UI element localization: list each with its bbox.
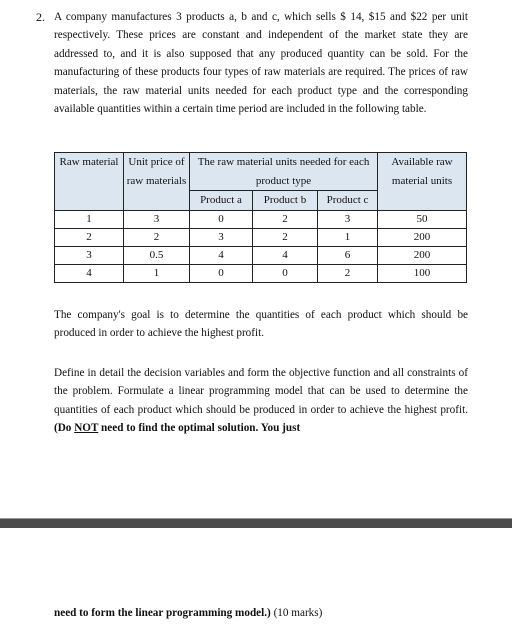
cell-product-c: 3 <box>318 210 378 228</box>
table-row <box>55 264 467 282</box>
page-break-bar <box>0 519 512 528</box>
cell-product-a: 4 <box>190 246 253 264</box>
question-intro: A company manufactures 3 products a, b and c, which sells $ 14, $15 and $22 per unit respectively. These prices are constant and independent of the market state they are addressed to, and it is also supposed that any produced quantity can be sold. For the manufacturing of these products four types of raw materials are required. The prices of raw materials, the raw material units needed for each product type and the corresponding available quantities within a certain time period are included in the following table. <box>54 11 468 116</box>
cell-material: 2 <box>55 228 124 246</box>
continuation-line <box>54 604 322 622</box>
header-unit-price: Unit price of raw materials <box>124 153 190 211</box>
bold-rest: need to find the optimal solution. You just <box>101 422 301 435</box>
continuation-bold: need to form the linear programming model.) <box>54 607 271 619</box>
header-product-a: Product a <box>190 191 253 211</box>
cell-product-a: 0 <box>190 210 253 228</box>
header-raw-material: Raw material <box>55 153 124 211</box>
table-row <box>55 246 467 264</box>
question-number: 2. <box>36 10 45 24</box>
task-instructions <box>54 364 468 438</box>
cell-price: 0.5 <box>124 246 190 264</box>
header-units-needed: The raw material units needed for each product type <box>190 153 378 191</box>
bold-not: NOT <box>74 422 99 435</box>
cell-product-a: 3 <box>190 228 253 246</box>
cell-product-b: 2 <box>253 228 318 246</box>
bold-open: (Do <box>54 422 72 435</box>
cell-product-c: 2 <box>318 264 378 282</box>
cell-material: 1 <box>55 210 124 228</box>
company-goal: The company's goal is to determine the quantities of each product which should be produced in order to achieve the highest profit. <box>54 309 468 340</box>
cell-available: 100 <box>378 264 467 282</box>
task-text: Define in detail the decision variables and form the objective function and all constraints of the problem. Formulate a linear programming model that can be used to determine the quantities of each product which should be produced in order to achieve the highest profit. <box>54 367 468 416</box>
cell-product-b: 2 <box>253 210 318 228</box>
header-product-c: Product c <box>318 191 378 211</box>
table-row <box>55 228 467 246</box>
cell-price: 1 <box>124 264 190 282</box>
header-available: Available raw material units <box>378 153 467 211</box>
table-row <box>55 210 467 228</box>
cell-available: 200 <box>378 228 467 246</box>
cell-product-a: 0 <box>190 264 253 282</box>
raw-material-table <box>54 152 467 283</box>
table-header-row <box>55 153 467 191</box>
cell-product-c: 1 <box>318 228 378 246</box>
cell-price: 3 <box>124 210 190 228</box>
cell-product-b: 0 <box>253 264 318 282</box>
cell-material: 3 <box>55 246 124 264</box>
cell-price: 2 <box>124 228 190 246</box>
cell-product-b: 4 <box>253 246 318 264</box>
header-product-b: Product b <box>253 191 318 211</box>
cell-material: 4 <box>55 264 124 282</box>
cell-product-c: 6 <box>318 246 378 264</box>
cell-available: 200 <box>378 246 467 264</box>
task-bold-note <box>54 422 300 434</box>
marks: (10 marks) <box>273 607 323 619</box>
cell-available: 50 <box>378 210 467 228</box>
